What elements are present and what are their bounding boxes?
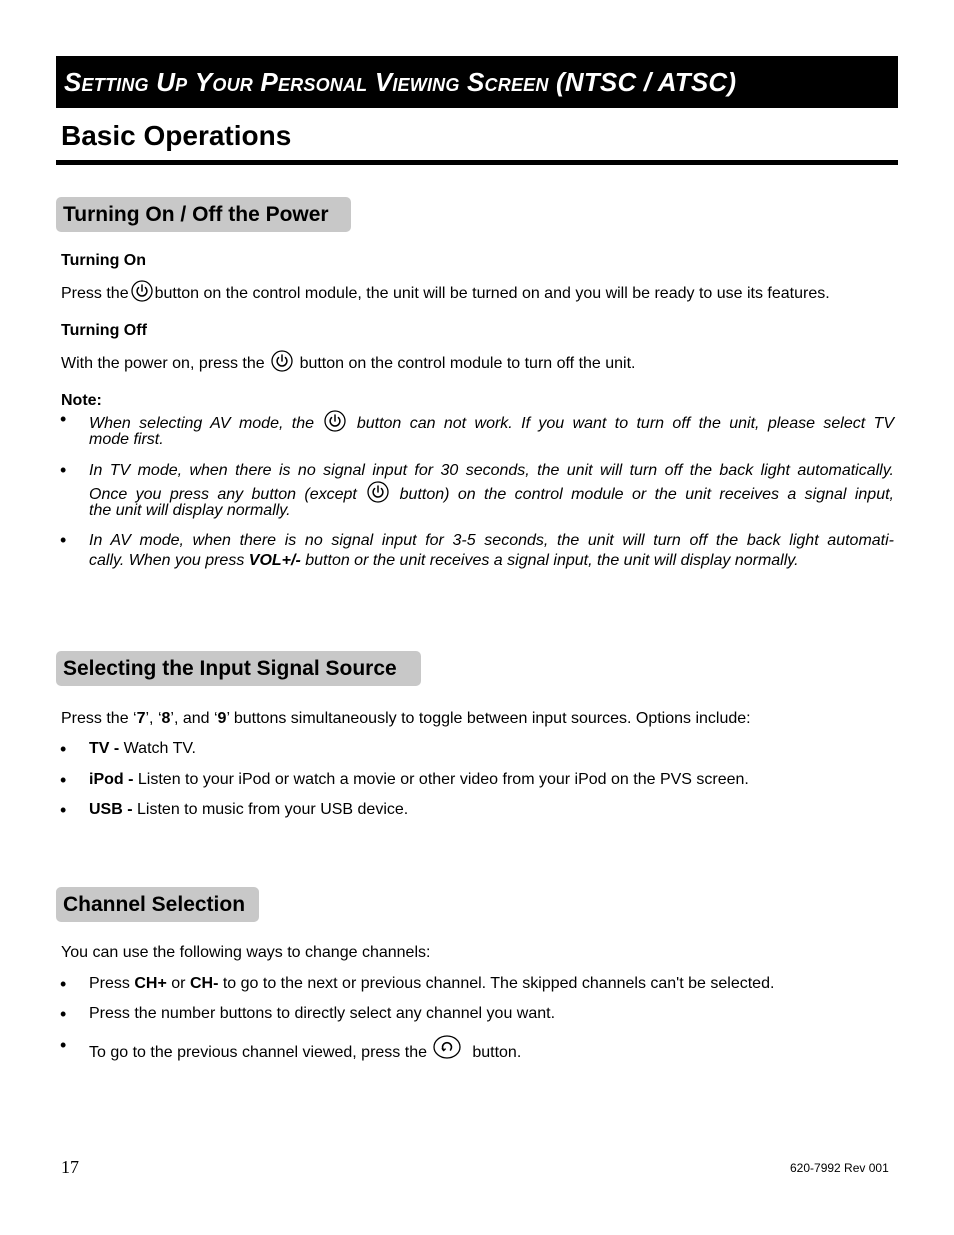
note-bullet-2-line-3: the unit will display normally. bbox=[89, 502, 291, 519]
title-rule bbox=[56, 160, 898, 165]
banner-word: Personal bbox=[260, 66, 368, 97]
recall-button-icon bbox=[433, 1035, 461, 1059]
input-option-usb: USB - Listen to music from your USB device. bbox=[89, 801, 409, 818]
banner-word: Setting bbox=[64, 66, 149, 97]
bullet-dot: • bbox=[60, 739, 67, 759]
section-heading-power: Turning On / Off the Power bbox=[56, 197, 351, 232]
note-bullet-3-line-2: cally. When you press VOL+/- button or the unit receives a signal input, the unit will display normally. bbox=[89, 552, 799, 569]
power-button-icon bbox=[324, 410, 346, 432]
bullet-dot: • bbox=[60, 1004, 67, 1024]
bullet-dot: • bbox=[60, 974, 67, 994]
section-heading-channel: Channel Selection bbox=[56, 887, 259, 922]
note-bullet-2-line-1: In TV mode, when there is no signal input for 30 seconds, the unit will turn off the back light automatically. bbox=[89, 462, 894, 479]
banner-suffix: (NTSC / ATSC) bbox=[556, 66, 737, 97]
note-bullet-3-line-1: In AV mode, when there is no signal input for 3-5 seconds, the unit will turn off the back light automati- bbox=[89, 532, 894, 549]
section-heading-input: Selecting the Input Signal Source bbox=[56, 651, 421, 686]
power-button-icon bbox=[271, 350, 293, 372]
banner-word: Screen bbox=[467, 66, 549, 97]
document-id: 620-7992 Rev 001 bbox=[790, 1161, 889, 1175]
note-bullet-2-line-2: Once you press any button (except button) on the control module or the unit receives a signal input, bbox=[89, 481, 894, 505]
turning-off-text: With the power on, press the button on the control module to turn off the unit. bbox=[61, 350, 636, 374]
note-bullet-1-line-2: mode first. bbox=[89, 431, 164, 448]
input-intro: Press the ‘7’, ‘8’, and ‘9’ buttons simultaneously to toggle between input sources. Options include: bbox=[61, 710, 751, 727]
input-option-tv: TV - Watch TV. bbox=[89, 740, 196, 757]
turning-on-text: Press the button on the control module, the unit will be turned on and you will be ready to use its features. bbox=[61, 280, 830, 304]
bullet-dot: • bbox=[60, 1035, 67, 1055]
channel-item-1: Press CH+ or CH- to go to the next or previous channel. The skipped channels can't be selected. bbox=[89, 975, 775, 992]
banner-word: Viewing bbox=[374, 66, 460, 97]
note-bullet-1-line-1: When selecting AV mode, the button can not work. If you want to turn off the unit, please select TV bbox=[89, 410, 894, 434]
channel-item-2: Press the number buttons to directly select any channel you want. bbox=[89, 1005, 556, 1022]
section-banner bbox=[56, 56, 898, 108]
note-title: Note: bbox=[61, 392, 102, 409]
channel-item-3: To go to the previous channel viewed, press the button. bbox=[89, 1035, 521, 1063]
turning-on-title: Turning On bbox=[61, 252, 147, 269]
banner-word: Your bbox=[194, 66, 253, 97]
banner-word: Up bbox=[156, 66, 188, 97]
power-button-icon bbox=[131, 280, 153, 302]
page-title: Basic Operations bbox=[61, 120, 292, 151]
power-button-icon bbox=[367, 481, 389, 503]
input-option-ipod: iPod - Listen to your iPod or watch a movie or other video from your iPod on the PVS screen. bbox=[89, 771, 749, 788]
bullet-dot: • bbox=[60, 800, 67, 820]
bullet-dot: • bbox=[60, 409, 67, 429]
page-number: 17 bbox=[61, 1157, 79, 1177]
bullet-dot: • bbox=[60, 530, 67, 550]
channel-intro: You can use the following ways to change channels: bbox=[61, 944, 431, 961]
turning-off-title: Turning Off bbox=[61, 322, 147, 339]
bullet-dot: • bbox=[60, 460, 67, 480]
bullet-dot: • bbox=[60, 770, 67, 790]
